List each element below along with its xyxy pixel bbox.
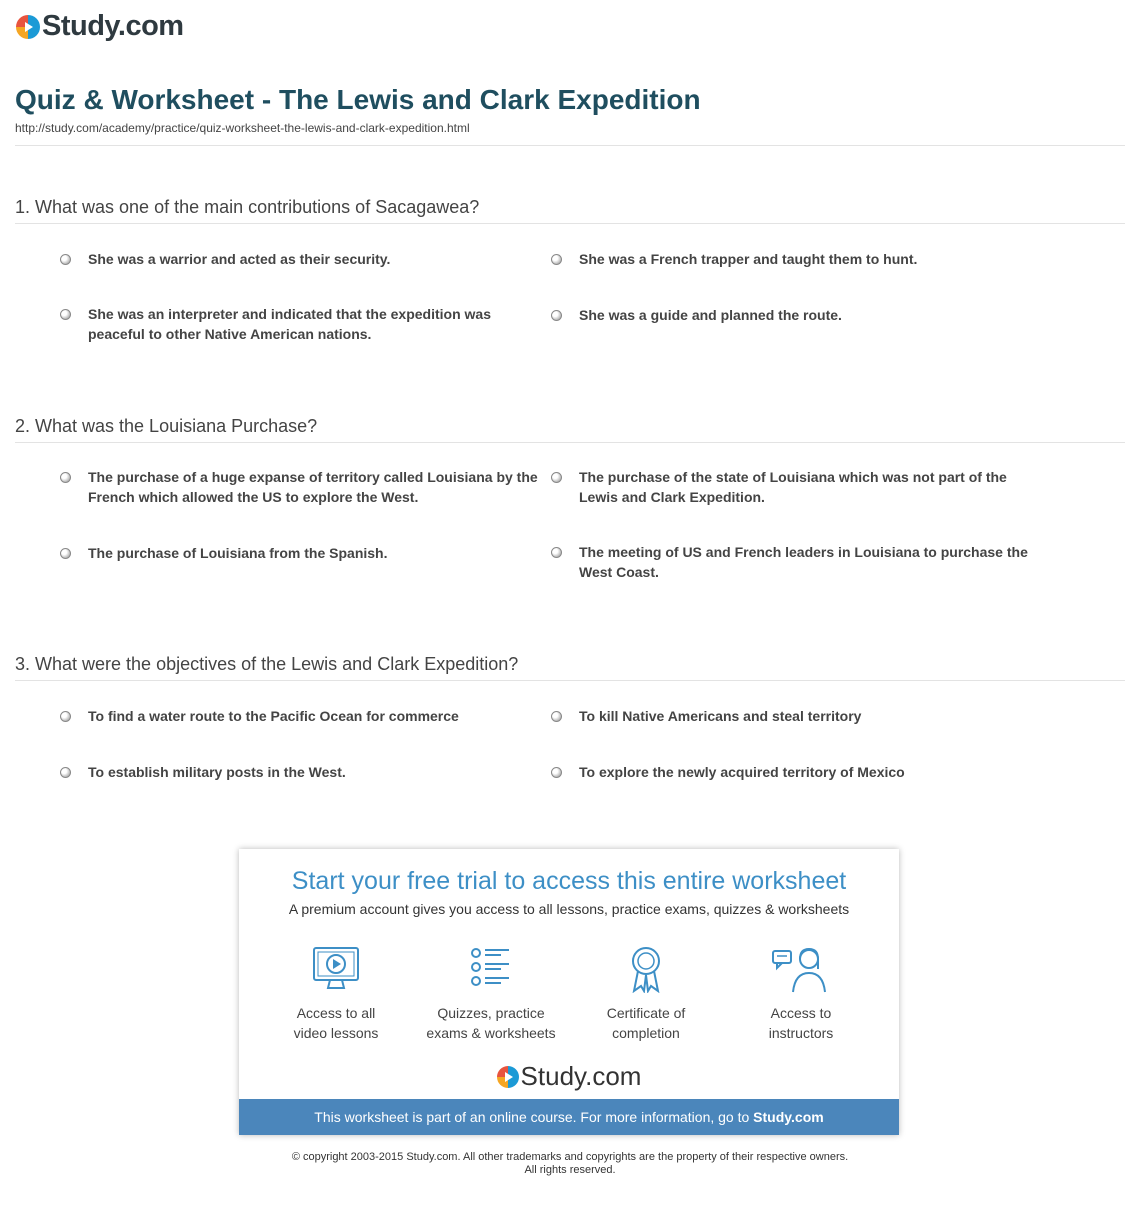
answer-text: She was a guide and planned the route. bbox=[579, 307, 842, 323]
answer-option[interactable] bbox=[60, 249, 538, 269]
feature-label: video lessons bbox=[293, 1025, 379, 1041]
play-logo-icon bbox=[16, 15, 40, 39]
answer-option[interactable] bbox=[551, 467, 1029, 507]
feature-instructors bbox=[726, 945, 876, 1043]
feature-video-lessons bbox=[261, 945, 411, 1043]
feature-label: Access to bbox=[770, 1005, 832, 1021]
radio-button-icon[interactable] bbox=[60, 254, 71, 265]
answer-option[interactable] bbox=[60, 467, 538, 507]
answer-text: The purchase of a huge expanse of territory called Louisiana by the French which allowed the US to explore the West. bbox=[88, 469, 538, 505]
answer-option[interactable] bbox=[551, 706, 1029, 726]
certificate-icon bbox=[620, 945, 672, 993]
answer-text: To establish military posts in the West. bbox=[88, 764, 346, 780]
answer-option[interactable] bbox=[60, 543, 538, 563]
radio-button-icon[interactable] bbox=[551, 472, 562, 483]
logo-wordmark: Study.com bbox=[42, 10, 184, 42]
answer-option[interactable] bbox=[551, 542, 1029, 582]
course-info-band bbox=[239, 1099, 899, 1135]
radio-button-icon[interactable] bbox=[551, 767, 562, 778]
free-trial-promo bbox=[239, 849, 899, 1135]
copyright-line: All rights reserved. bbox=[524, 1164, 616, 1176]
answer-text: The purchase of the state of Louisiana which was not part of the Lewis and Clark Expedition. bbox=[579, 469, 1007, 505]
promo-subtitle: A premium account gives you access to all lessons, practice exams, quizzes & worksheets bbox=[288, 901, 850, 917]
instructor-icon bbox=[771, 945, 831, 993]
radio-button-icon[interactable] bbox=[551, 711, 562, 722]
promo-title[interactable]: Start your free trial to access this entire worksheet bbox=[291, 867, 847, 895]
answer-text: The meeting of US and French leaders in Louisiana to purchase the West Coast. bbox=[579, 544, 1028, 580]
question-3: 3. What were the objectives of the Lewis and Clark Expedition? bbox=[15, 654, 519, 674]
page-url: http://study.com/academy/practice/quiz-worksheet-the-lewis-and-clark-expedition.html bbox=[15, 121, 470, 135]
copyright-line: © copyright 2003-2015 Study.com. All other trademarks and copyrights are the property of their respective owners. bbox=[291, 1151, 849, 1163]
feature-label: Certificate of bbox=[606, 1005, 686, 1021]
answer-option[interactable] bbox=[551, 762, 1029, 782]
answer-text: She was an interpreter and indicated that the expedition was peaceful to other Native American nations. bbox=[88, 306, 491, 342]
answer-option[interactable] bbox=[60, 304, 538, 344]
promo-logo-wordmark: Study.com bbox=[520, 1061, 642, 1091]
question-divider bbox=[15, 442, 1125, 443]
header-divider bbox=[15, 145, 1125, 146]
answer-text: She was a warrior and acted as their security. bbox=[88, 251, 391, 267]
answer-option[interactable] bbox=[60, 706, 538, 726]
feature-label: exams & worksheets bbox=[426, 1025, 556, 1041]
radio-button-icon[interactable] bbox=[551, 310, 562, 321]
answer-text: To explore the newly acquired territory of Mexico bbox=[579, 764, 905, 780]
feature-label: instructors bbox=[768, 1025, 834, 1041]
feature-label: completion bbox=[612, 1025, 680, 1041]
band-text: This worksheet is part of an online course. For more information, go to bbox=[314, 1109, 754, 1125]
answer-option[interactable] bbox=[551, 249, 1029, 269]
feature-label: Quizzes, practice bbox=[437, 1005, 545, 1021]
radio-button-icon[interactable] bbox=[60, 711, 71, 722]
question-1: 1. What was one of the main contributions of Sacagawea? bbox=[15, 197, 480, 217]
page-title: Quiz & Worksheet - The Lewis and Clark Expedition bbox=[15, 84, 701, 115]
promo-logo bbox=[239, 1061, 899, 1092]
question-2: 2. What was the Louisiana Purchase? bbox=[15, 416, 318, 436]
answer-text: She was a French trapper and taught them to hunt. bbox=[579, 251, 918, 267]
feature-label: Access to all bbox=[296, 1005, 376, 1021]
radio-button-icon[interactable] bbox=[60, 472, 71, 483]
video-lesson-icon bbox=[310, 945, 362, 993]
copyright-footer bbox=[0, 1151, 1140, 1177]
radio-button-icon[interactable] bbox=[60, 309, 71, 320]
question-divider bbox=[15, 680, 1125, 681]
question-divider bbox=[15, 223, 1125, 224]
feature-certificate bbox=[571, 945, 721, 1043]
answer-text: To kill Native Americans and steal territory bbox=[579, 708, 862, 724]
answer-text: The purchase of Louisiana from the Spanish. bbox=[88, 545, 388, 561]
answer-option[interactable] bbox=[551, 305, 1029, 325]
quiz-list-icon bbox=[465, 945, 517, 993]
radio-button-icon[interactable] bbox=[551, 254, 562, 265]
radio-button-icon[interactable] bbox=[60, 767, 71, 778]
study-link[interactable]: Study.com bbox=[753, 1109, 824, 1125]
feature-quizzes bbox=[416, 945, 566, 1043]
play-logo-icon bbox=[497, 1066, 519, 1088]
study-logo[interactable] bbox=[16, 10, 184, 43]
radio-button-icon[interactable] bbox=[551, 547, 562, 558]
answer-text: To find a water route to the Pacific Ocean for commerce bbox=[88, 708, 459, 724]
answer-option[interactable] bbox=[60, 762, 538, 782]
radio-button-icon[interactable] bbox=[60, 548, 71, 559]
